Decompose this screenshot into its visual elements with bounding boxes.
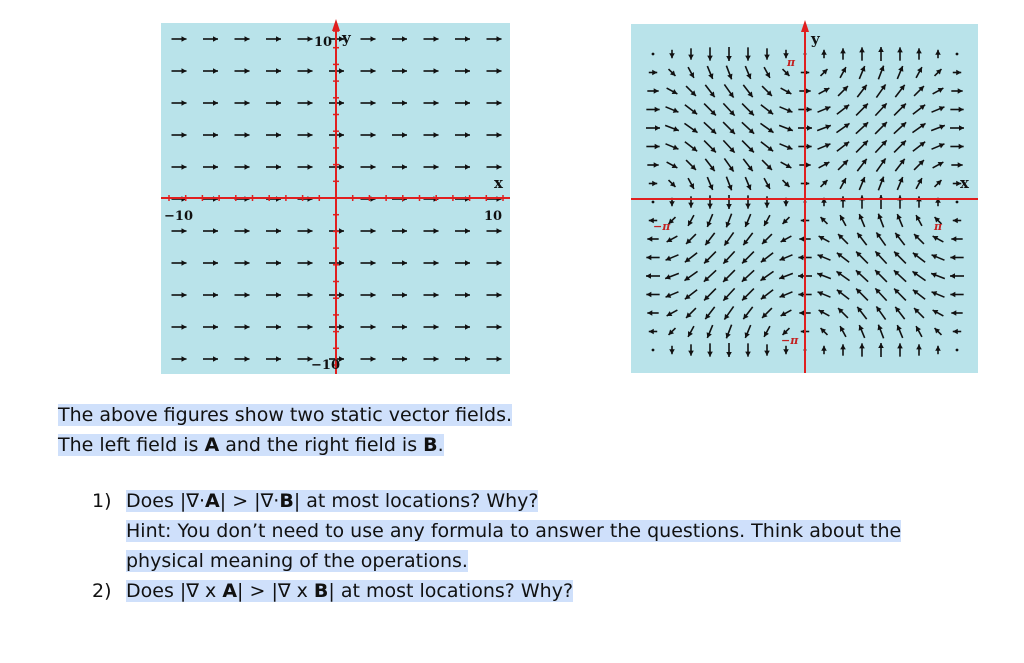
field-arrowhead bbox=[402, 164, 407, 170]
field-arrowhead bbox=[935, 50, 941, 55]
field-arrowhead bbox=[859, 343, 865, 348]
x-axis-label: x bbox=[494, 174, 503, 192]
intro-line-2-text bbox=[58, 434, 444, 456]
field-arrowhead bbox=[308, 100, 313, 106]
field-arrowhead bbox=[245, 292, 250, 298]
field-arrowhead bbox=[669, 201, 675, 206]
intro-line-1 bbox=[58, 400, 512, 430]
field-arrowhead bbox=[726, 204, 732, 209]
field-arrowhead bbox=[764, 55, 770, 60]
field-arrowhead bbox=[245, 68, 250, 74]
field-arrowhead bbox=[497, 100, 502, 106]
field-arrowhead bbox=[953, 218, 958, 224]
field-arrowhead bbox=[371, 100, 376, 106]
field-arrowhead bbox=[339, 132, 344, 138]
field-arrowhead bbox=[465, 68, 470, 74]
field-arrowhead bbox=[308, 164, 313, 170]
field-arrowhead bbox=[465, 228, 470, 234]
field-arrowhead bbox=[958, 88, 963, 94]
field-arrowhead bbox=[688, 55, 694, 60]
field-arrowhead bbox=[669, 53, 675, 58]
field-arrowhead bbox=[339, 100, 344, 106]
hint-line-1 bbox=[126, 516, 901, 546]
field-arrowhead bbox=[434, 132, 439, 138]
y-axis-arrowhead bbox=[801, 20, 809, 32]
vector-field-b-plot bbox=[631, 24, 978, 373]
field-arrowhead bbox=[276, 36, 281, 42]
intro-text-2a: The left field is bbox=[58, 434, 205, 456]
field-arrowhead bbox=[799, 310, 804, 316]
x-tick-pos10: 10 bbox=[484, 209, 503, 224]
field-dot bbox=[652, 201, 655, 204]
field-arrowhead bbox=[935, 346, 941, 351]
q1-part-c: | at most locations? Why? bbox=[293, 490, 539, 512]
field-arrowhead bbox=[497, 292, 502, 298]
field-arrowhead bbox=[726, 56, 732, 61]
field-arrowhead bbox=[339, 292, 344, 298]
field-arrowhead bbox=[959, 107, 964, 113]
field-arrowhead bbox=[402, 292, 407, 298]
q2-field-a: A bbox=[222, 580, 238, 602]
field-arrowhead bbox=[806, 88, 811, 94]
field-arrowhead bbox=[308, 324, 313, 330]
field-arrowhead bbox=[950, 255, 955, 261]
field-arrowhead bbox=[783, 349, 789, 354]
field-arrowhead bbox=[434, 324, 439, 330]
field-arrowhead bbox=[213, 228, 218, 234]
intro-line-2 bbox=[58, 430, 444, 460]
field-arrowhead bbox=[308, 132, 313, 138]
field-arrowhead bbox=[371, 68, 376, 74]
field-arrowhead bbox=[707, 352, 713, 357]
field-arrowhead bbox=[245, 100, 250, 106]
field-arrowhead bbox=[958, 162, 963, 168]
field-arrowhead bbox=[465, 356, 470, 362]
field-arrowhead bbox=[402, 324, 407, 330]
field-arrowhead bbox=[308, 292, 313, 298]
field-arrowhead bbox=[798, 292, 803, 298]
question-2 bbox=[92, 576, 573, 606]
field-arrowhead bbox=[465, 324, 470, 330]
x-tick-neg-pi: −π bbox=[653, 220, 671, 233]
field-arrowhead bbox=[707, 56, 713, 61]
field-a-name: A bbox=[204, 434, 220, 456]
field-arrowhead bbox=[745, 352, 751, 357]
field-arrowhead bbox=[821, 346, 827, 351]
field-arrowhead bbox=[764, 351, 770, 356]
vector-field-a-svg bbox=[161, 23, 510, 374]
field-arrowhead bbox=[953, 329, 958, 335]
field-dot bbox=[956, 201, 959, 204]
vector-field-b-svg bbox=[631, 24, 978, 373]
field-arrowhead bbox=[182, 324, 187, 330]
field-arrowhead bbox=[182, 260, 187, 266]
field-arrowhead bbox=[276, 132, 281, 138]
question-1-text bbox=[126, 490, 538, 512]
field-arrowhead bbox=[245, 164, 250, 170]
field-arrowhead bbox=[745, 204, 751, 209]
field-dot bbox=[652, 349, 655, 352]
field-arrowhead bbox=[213, 292, 218, 298]
field-arrowhead bbox=[688, 203, 694, 208]
field-b-name: B bbox=[423, 434, 438, 456]
field-arrowhead bbox=[213, 260, 218, 266]
field-arrowhead bbox=[959, 144, 964, 150]
intro-text-2-end: . bbox=[437, 434, 444, 456]
question-2-number: 2) bbox=[92, 580, 112, 602]
field-arrowhead bbox=[950, 292, 955, 298]
field-arrowhead bbox=[213, 324, 218, 330]
field-arrowhead bbox=[276, 324, 281, 330]
field-arrowhead bbox=[371, 260, 376, 266]
field-arrowhead bbox=[647, 310, 652, 316]
field-arrowhead bbox=[371, 164, 376, 170]
field-arrowhead bbox=[807, 144, 812, 150]
field-dot bbox=[652, 53, 655, 56]
field-arrowhead bbox=[897, 47, 903, 52]
field-arrowhead bbox=[726, 352, 732, 357]
y-axis-arrowhead bbox=[332, 19, 340, 31]
field-arrowhead bbox=[245, 260, 250, 266]
field-arrowhead bbox=[402, 228, 407, 234]
field-arrowhead bbox=[308, 260, 313, 266]
q2-part-a: Does |∇ x bbox=[126, 580, 223, 602]
field-arrowhead bbox=[402, 100, 407, 106]
field-arrowhead bbox=[878, 343, 884, 348]
field-arrowhead bbox=[646, 292, 651, 298]
field-arrowhead bbox=[497, 68, 502, 74]
field-arrowhead bbox=[434, 260, 439, 266]
field-arrowhead bbox=[465, 260, 470, 266]
field-arrowhead bbox=[646, 255, 651, 261]
field-arrowhead bbox=[783, 201, 789, 206]
field-arrowhead bbox=[647, 236, 652, 242]
x-tick-neg10: −10 bbox=[164, 209, 193, 224]
field-arrowhead bbox=[339, 324, 344, 330]
field-arrowhead bbox=[308, 228, 313, 234]
field-arrowhead bbox=[956, 70, 961, 76]
field-arrowhead bbox=[497, 228, 502, 234]
field-arrowhead bbox=[276, 164, 281, 170]
field-arrowhead bbox=[465, 132, 470, 138]
field-arrowhead bbox=[655, 107, 660, 113]
field-arrowhead bbox=[465, 100, 470, 106]
field-arrowhead bbox=[465, 164, 470, 170]
y-axis-label: y bbox=[811, 30, 820, 48]
q2-field-b: B bbox=[313, 580, 329, 602]
field-arrowhead bbox=[897, 343, 903, 348]
field-arrowhead bbox=[245, 36, 250, 42]
field-arrowhead bbox=[652, 70, 657, 76]
vector-field-a-plot bbox=[161, 23, 510, 374]
field-arrowhead bbox=[182, 164, 187, 170]
field-arrowhead bbox=[497, 164, 502, 170]
field-arrowhead bbox=[276, 100, 281, 106]
field-arrowhead bbox=[669, 349, 675, 354]
x-tick-pi: π bbox=[934, 220, 943, 233]
field-dot bbox=[956, 349, 959, 352]
field-arrowhead bbox=[213, 356, 218, 362]
field-arrowhead bbox=[371, 356, 376, 362]
field-arrowhead bbox=[276, 292, 281, 298]
field-arrowhead bbox=[655, 144, 660, 150]
field-arrowhead bbox=[707, 204, 713, 209]
field-arrowhead bbox=[371, 228, 376, 234]
field-arrowhead bbox=[371, 132, 376, 138]
field-arrowhead bbox=[859, 47, 865, 52]
field-arrowhead bbox=[402, 36, 407, 42]
y-axis-label: y bbox=[342, 29, 351, 47]
field-arrowhead bbox=[182, 228, 187, 234]
field-arrowhead bbox=[745, 56, 751, 61]
field-dot bbox=[956, 53, 959, 56]
field-arrowhead bbox=[497, 36, 502, 42]
field-arrowhead bbox=[654, 88, 659, 94]
field-arrowhead bbox=[821, 50, 827, 55]
field-arrowhead bbox=[646, 273, 651, 279]
field-arrowhead bbox=[276, 68, 281, 74]
field-arrowhead bbox=[182, 36, 187, 42]
q2-part-c: | at most locations? Why? bbox=[328, 580, 574, 602]
field-arrowhead bbox=[308, 36, 313, 42]
field-arrowhead bbox=[497, 260, 502, 266]
field-arrowhead bbox=[434, 164, 439, 170]
q2-part-b: | > |∇ x bbox=[237, 580, 314, 602]
q1-part-a: Does |∇· bbox=[126, 490, 206, 512]
question-1 bbox=[92, 486, 538, 516]
hint-line-2 bbox=[126, 546, 468, 576]
hint-text-1: Hint: You don’t need to use any formula to answer the questions. Think about the bbox=[126, 520, 902, 542]
field-arrowhead bbox=[950, 273, 955, 279]
field-arrowhead bbox=[465, 292, 470, 298]
question-1-number: 1) bbox=[92, 490, 112, 512]
q1-field-a: A bbox=[205, 490, 220, 512]
field-arrowhead bbox=[434, 36, 439, 42]
field-arrowhead bbox=[798, 273, 803, 279]
field-arrowhead bbox=[182, 292, 187, 298]
field-arrowhead bbox=[182, 68, 187, 74]
question-2-text bbox=[126, 580, 573, 602]
y-tick-pi: π bbox=[787, 56, 796, 69]
field-arrowhead bbox=[402, 68, 407, 74]
y-tick-bottom10: −10 bbox=[311, 358, 340, 373]
field-arrowhead bbox=[213, 100, 218, 106]
field-arrowhead bbox=[434, 100, 439, 106]
field-arrowhead bbox=[213, 68, 218, 74]
field-arrowhead bbox=[840, 48, 846, 53]
field-arrowhead bbox=[916, 344, 922, 349]
field-arrowhead bbox=[840, 344, 846, 349]
field-arrowhead bbox=[798, 255, 803, 261]
field-arrowhead bbox=[434, 356, 439, 362]
field-arrowhead bbox=[339, 68, 344, 74]
field-arrowhead bbox=[655, 125, 660, 131]
field-arrowhead bbox=[213, 36, 218, 42]
field-arrowhead bbox=[434, 228, 439, 234]
field-arrowhead bbox=[245, 132, 250, 138]
field-arrowhead bbox=[339, 228, 344, 234]
field-arrowhead bbox=[764, 203, 770, 208]
field-arrowhead bbox=[276, 260, 281, 266]
field-arrowhead bbox=[182, 132, 187, 138]
field-arrowhead bbox=[182, 100, 187, 106]
field-arrowhead bbox=[308, 68, 313, 74]
field-arrowhead bbox=[807, 107, 812, 113]
y-tick-neg-pi: −π bbox=[781, 334, 799, 347]
q1-part-b: | > |∇· bbox=[219, 490, 280, 512]
field-arrowhead bbox=[497, 324, 502, 330]
field-arrowhead bbox=[402, 132, 407, 138]
field-arrowhead bbox=[245, 228, 250, 234]
intro-text-1: The above figures show two static vector fields. bbox=[58, 404, 513, 426]
field-arrowhead bbox=[688, 351, 694, 356]
field-arrowhead bbox=[807, 125, 812, 131]
field-arrowhead bbox=[182, 356, 187, 362]
field-arrowhead bbox=[402, 356, 407, 362]
field-arrowhead bbox=[654, 162, 659, 168]
field-arrowhead bbox=[339, 260, 344, 266]
field-arrowhead bbox=[276, 356, 281, 362]
field-arrowhead bbox=[799, 236, 804, 242]
q1-field-b: B bbox=[279, 490, 294, 512]
field-arrowhead bbox=[951, 236, 956, 242]
field-arrowhead bbox=[465, 36, 470, 42]
field-arrowhead bbox=[402, 260, 407, 266]
field-arrowhead bbox=[959, 125, 964, 131]
field-arrowhead bbox=[245, 324, 250, 330]
field-arrowhead bbox=[951, 310, 956, 316]
x-axis-label: x bbox=[960, 174, 969, 192]
field-arrowhead bbox=[371, 36, 376, 42]
field-arrowhead bbox=[371, 292, 376, 298]
field-arrowhead bbox=[213, 164, 218, 170]
field-arrowhead bbox=[213, 132, 218, 138]
intro-text-2b: and the right field is bbox=[219, 434, 424, 456]
field-arrowhead bbox=[878, 47, 884, 52]
field-arrowhead bbox=[371, 324, 376, 330]
field-arrowhead bbox=[497, 132, 502, 138]
hint-text-2: physical meaning of the operations. bbox=[126, 550, 468, 572]
field-arrowhead bbox=[916, 48, 922, 53]
field-arrowhead bbox=[806, 162, 811, 168]
field-arrowhead bbox=[245, 356, 250, 362]
field-arrowhead bbox=[649, 329, 654, 335]
field-arrowhead bbox=[276, 228, 281, 234]
field-arrowhead bbox=[652, 181, 657, 187]
field-arrowhead bbox=[434, 292, 439, 298]
field-arrowhead bbox=[497, 356, 502, 362]
y-tick-top10: 10 bbox=[314, 35, 333, 50]
field-arrowhead bbox=[339, 164, 344, 170]
field-arrowhead bbox=[434, 68, 439, 74]
